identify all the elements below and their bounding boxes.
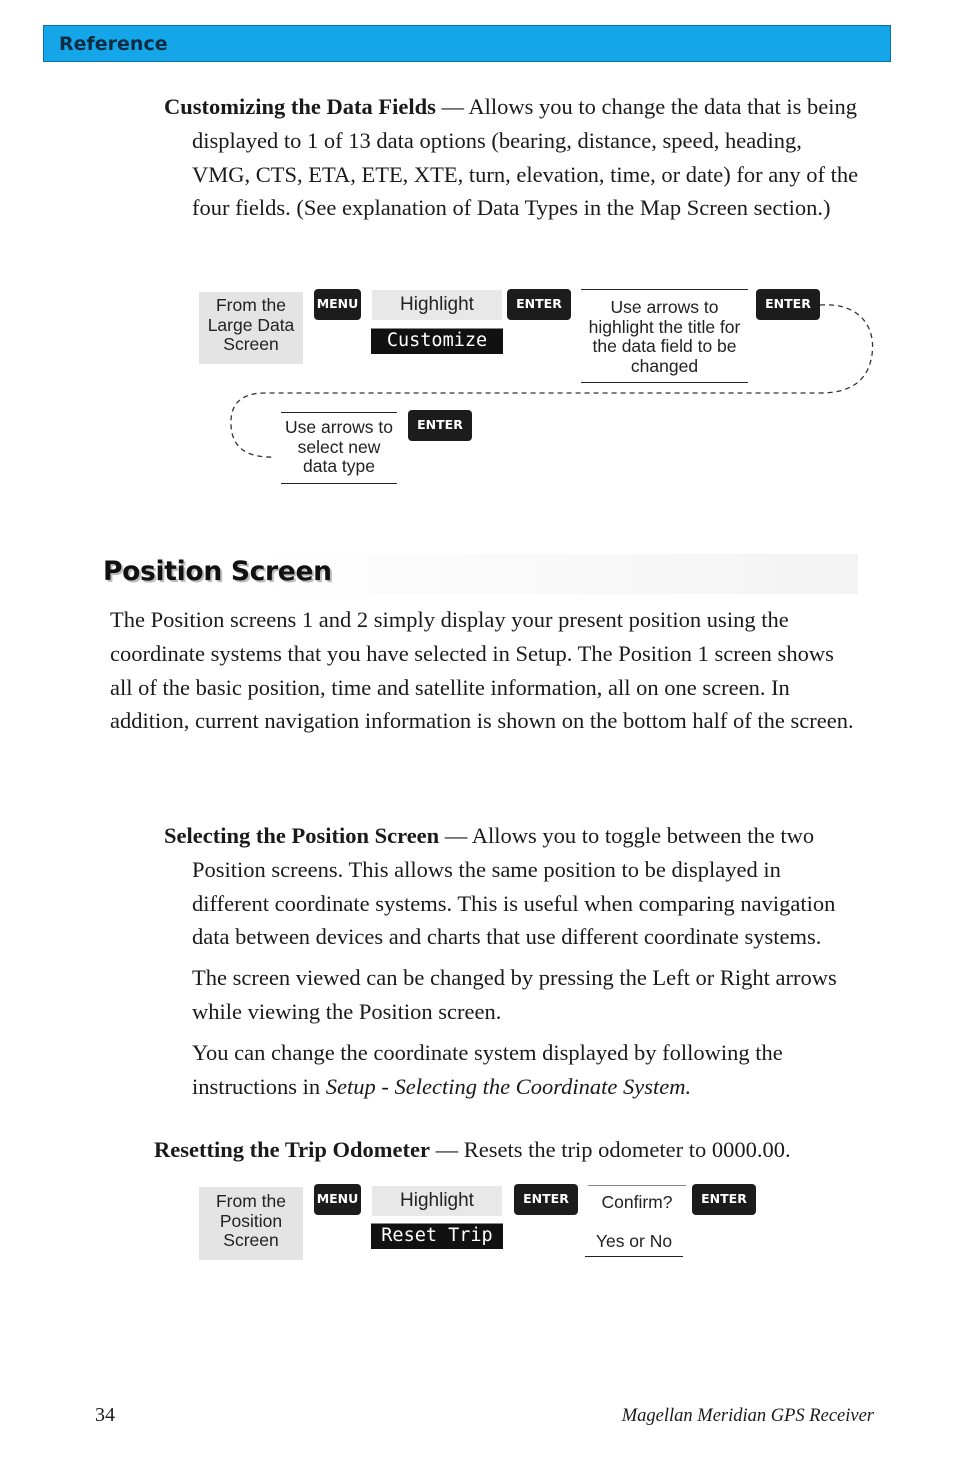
selecting-position-paragraph bbox=[164, 819, 862, 954]
reset-text: — Resets the trip odometer to 0000.00. bbox=[430, 1137, 791, 1162]
flow-start-large-data: From the Large Data Screen bbox=[199, 292, 303, 364]
flow-step-select-type: Use arrows to select new data type bbox=[281, 412, 397, 484]
coordinate-system-paragraph bbox=[192, 1036, 862, 1104]
customizing-text: — Allows you to change the data that is being displayed to 1 of 13 data options (bearing, distance, speed, heading, VMG, CTS, ETA, ETE, XTE, turn, elevation, time, or date) for any of the four fields. (See explanation of Data Types in the Map Screen section.) bbox=[192, 94, 859, 221]
highlight-label: Highlight bbox=[372, 290, 502, 320]
enter-key: ENTER bbox=[692, 1184, 756, 1215]
highlight-label: Highlight bbox=[372, 1186, 502, 1216]
enter-key: ENTER bbox=[514, 1184, 578, 1215]
selecting-title: Selecting the Position Screen bbox=[164, 823, 440, 848]
enter-key: ENTER bbox=[507, 289, 571, 320]
confirm-answer: Yes or No bbox=[585, 1226, 683, 1257]
flow-step-highlight-title: Use arrows to highlight the title for the data field to be changed bbox=[581, 289, 748, 383]
section-header-label: Reference bbox=[59, 33, 168, 55]
flow-start-position: From the Position Screen bbox=[199, 1187, 303, 1260]
selecting-text: — Allows you to toggle between the two Position screens. This allows the same position to be displayed in different coordinate systems. This is useful when comparing navigation data between devices and charts that use different coordinate systems. bbox=[192, 823, 836, 950]
screen-viewed-paragraph: The screen viewed can be changed by pressing the Left or Right arrows while viewing the Position screen. bbox=[192, 965, 837, 1024]
enter-key: ENTER bbox=[408, 410, 472, 441]
footer-title: Magellan Meridian GPS Receiver bbox=[621, 1406, 874, 1426]
menu-key: MENU bbox=[314, 289, 361, 320]
section-header-bar bbox=[43, 25, 891, 62]
position-intro-paragraph: The Position screens 1 and 2 simply display your present position using the coordinate systems that you have selected in Setup. The Position 1 screen shows all of the basic position, time and satellite information, all on one screen. In addition, current navigation information is shown on the bottom half of the screen. bbox=[110, 607, 854, 734]
page-number: 34 bbox=[95, 1404, 115, 1426]
customizing-title: Customizing the Data Fields bbox=[164, 94, 436, 119]
confirm-prompt: Confirm? bbox=[588, 1185, 686, 1218]
customize-option: Customize bbox=[371, 328, 503, 354]
coordinate-text: You can change the coordinate system displayed by following the instructions in bbox=[192, 1040, 783, 1099]
reset-trip-paragraph bbox=[154, 1133, 874, 1167]
reset-title: Resetting the Trip Odometer bbox=[154, 1137, 430, 1162]
enter-key: ENTER bbox=[756, 289, 820, 320]
customizing-paragraph bbox=[164, 90, 862, 225]
reset-trip-option: Reset Trip bbox=[371, 1223, 503, 1249]
position-screen-heading: Position Screen bbox=[103, 556, 332, 587]
flow-connector-arrow bbox=[0, 290, 954, 470]
menu-key: MENU bbox=[314, 1184, 361, 1215]
coordinate-reference: Setup - Selecting the Coordinate System. bbox=[325, 1073, 692, 1099]
